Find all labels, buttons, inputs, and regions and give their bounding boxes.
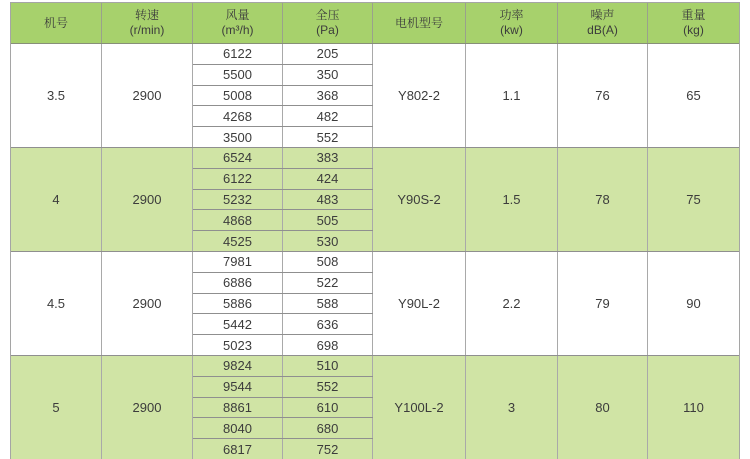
airflow-cell: 5442 bbox=[193, 314, 283, 334]
motor-model-cell: Y802-2 bbox=[373, 44, 466, 147]
weight-cell: 110 bbox=[683, 400, 704, 415]
table-row-group bbox=[11, 44, 739, 147]
pressure-cell: 610 bbox=[283, 398, 373, 418]
header-label: 风量 bbox=[225, 8, 250, 22]
data-subrow bbox=[193, 252, 373, 272]
pressure-cell: 368 bbox=[283, 86, 373, 106]
airflow-cell: 6122 bbox=[193, 44, 283, 64]
header-pressure bbox=[283, 3, 373, 43]
airflow-pressure-rows bbox=[193, 148, 373, 251]
header-label: 噪声 bbox=[590, 8, 615, 22]
pressure-cell: 522 bbox=[283, 273, 373, 293]
header-label: 全压 bbox=[315, 8, 340, 22]
header-unit: (kg) bbox=[683, 23, 704, 37]
data-subrow bbox=[193, 313, 373, 334]
header-unit: (kw) bbox=[500, 23, 523, 37]
header-unit: dB(A) bbox=[587, 23, 618, 37]
power-cell: 3 bbox=[466, 356, 558, 459]
data-subrow bbox=[193, 376, 373, 397]
speed-cell: 2900 bbox=[102, 356, 193, 459]
table-row-group bbox=[11, 251, 739, 355]
airflow-cell: 5232 bbox=[193, 190, 283, 210]
header-motor-model bbox=[373, 3, 466, 43]
data-subrow bbox=[193, 272, 373, 293]
airflow-cell: 8040 bbox=[193, 418, 283, 438]
machine-no-cell: 4.5 bbox=[11, 252, 102, 355]
pressure-cell: 752 bbox=[283, 439, 373, 459]
header-unit: (r/min) bbox=[129, 23, 165, 37]
pressure-cell: 552 bbox=[283, 127, 373, 147]
header-label: 机号 bbox=[43, 15, 68, 30]
speed-cell: 2900 bbox=[102, 148, 193, 251]
data-subrow bbox=[193, 334, 373, 355]
data-subrow bbox=[193, 356, 373, 376]
noise-cell: 76 bbox=[558, 44, 648, 147]
pressure-cell: 510 bbox=[283, 356, 373, 376]
data-subrow bbox=[193, 397, 373, 418]
airflow-cell: 5500 bbox=[193, 65, 283, 85]
data-subrow bbox=[193, 105, 373, 126]
airflow-cell: 5023 bbox=[193, 335, 283, 355]
pressure-cell: 205 bbox=[283, 44, 373, 64]
noise-cell: 80 bbox=[558, 356, 648, 459]
data-subrow bbox=[193, 126, 373, 147]
header-label: 重量 bbox=[681, 8, 706, 22]
noise-cell: 78 bbox=[558, 148, 648, 251]
pressure-cell: 505 bbox=[283, 210, 373, 230]
data-subrow bbox=[193, 417, 373, 438]
pressure-cell: 636 bbox=[283, 314, 373, 334]
airflow-cell: 4525 bbox=[193, 231, 283, 251]
header-label: 转速 bbox=[134, 8, 159, 22]
airflow-cell: 6524 bbox=[193, 148, 283, 168]
data-subrow bbox=[193, 85, 373, 106]
airflow-cell: 4868 bbox=[193, 210, 283, 230]
header-power bbox=[466, 3, 558, 43]
machine-no-cell: 5 bbox=[11, 356, 102, 459]
weight-cell: 75 bbox=[686, 192, 701, 207]
airflow-pressure-rows bbox=[193, 356, 373, 459]
speed-cell: 2900 bbox=[102, 252, 193, 355]
airflow-pressure-rows bbox=[193, 44, 373, 147]
data-subrow bbox=[193, 168, 373, 189]
motor-model-cell: Y100L-2 bbox=[373, 356, 466, 459]
motor-model-cell: Y90L-2 bbox=[373, 252, 466, 355]
header-noise bbox=[558, 3, 648, 43]
header-airflow bbox=[193, 3, 283, 43]
pressure-cell: 680 bbox=[283, 418, 373, 438]
power-cell: 2.2 bbox=[466, 252, 558, 355]
data-subrow bbox=[193, 209, 373, 230]
airflow-cell: 8861 bbox=[193, 398, 283, 418]
airflow-cell: 9544 bbox=[193, 377, 283, 397]
pressure-cell: 350 bbox=[283, 65, 373, 85]
data-subrow bbox=[193, 230, 373, 251]
airflow-cell: 6817 bbox=[193, 439, 283, 459]
speed-cell: 2900 bbox=[102, 44, 193, 147]
power-cell: 1.5 bbox=[466, 148, 558, 251]
data-subrow bbox=[193, 44, 373, 64]
header-label: 功率 bbox=[499, 8, 524, 22]
airflow-cell: 6886 bbox=[193, 273, 283, 293]
noise-cell: 79 bbox=[558, 252, 648, 355]
airflow-pressure-rows bbox=[193, 252, 373, 355]
machine-no-cell: 4 bbox=[11, 148, 102, 251]
pressure-cell: 424 bbox=[283, 169, 373, 189]
header-speed bbox=[102, 3, 193, 43]
pressure-cell: 508 bbox=[283, 252, 373, 272]
power-cell: 1.1 bbox=[466, 44, 558, 147]
header-unit: (m³/h) bbox=[221, 23, 254, 37]
airflow-cell: 7981 bbox=[193, 252, 283, 272]
header-weight bbox=[648, 3, 739, 43]
weight-cell: 90 bbox=[686, 296, 701, 311]
machine-no-cell: 3.5 bbox=[11, 44, 102, 147]
header-unit: (Pa) bbox=[316, 23, 339, 37]
airflow-cell: 5886 bbox=[193, 294, 283, 314]
fan-spec-table bbox=[10, 2, 740, 459]
pressure-cell: 530 bbox=[283, 231, 373, 251]
table-header-row bbox=[11, 3, 739, 44]
pressure-cell: 698 bbox=[283, 335, 373, 355]
data-subrow bbox=[193, 438, 373, 459]
data-subrow bbox=[193, 148, 373, 168]
airflow-cell: 5008 bbox=[193, 86, 283, 106]
header-machine-no bbox=[11, 3, 102, 43]
header-label: 电机型号 bbox=[394, 15, 443, 30]
airflow-cell: 3500 bbox=[193, 127, 283, 147]
pressure-cell: 383 bbox=[283, 148, 373, 168]
data-subrow bbox=[193, 64, 373, 85]
weight-cell: 65 bbox=[686, 88, 701, 103]
airflow-cell: 9824 bbox=[193, 356, 283, 376]
airflow-cell: 4268 bbox=[193, 106, 283, 126]
airflow-cell: 6122 bbox=[193, 169, 283, 189]
motor-model-cell: Y90S-2 bbox=[373, 148, 466, 251]
table-row-group bbox=[11, 147, 739, 251]
table-row-group bbox=[11, 355, 739, 459]
data-subrow bbox=[193, 189, 373, 210]
pressure-cell: 552 bbox=[283, 377, 373, 397]
pressure-cell: 483 bbox=[283, 190, 373, 210]
pressure-cell: 588 bbox=[283, 294, 373, 314]
data-subrow bbox=[193, 293, 373, 314]
pressure-cell: 482 bbox=[283, 106, 373, 126]
